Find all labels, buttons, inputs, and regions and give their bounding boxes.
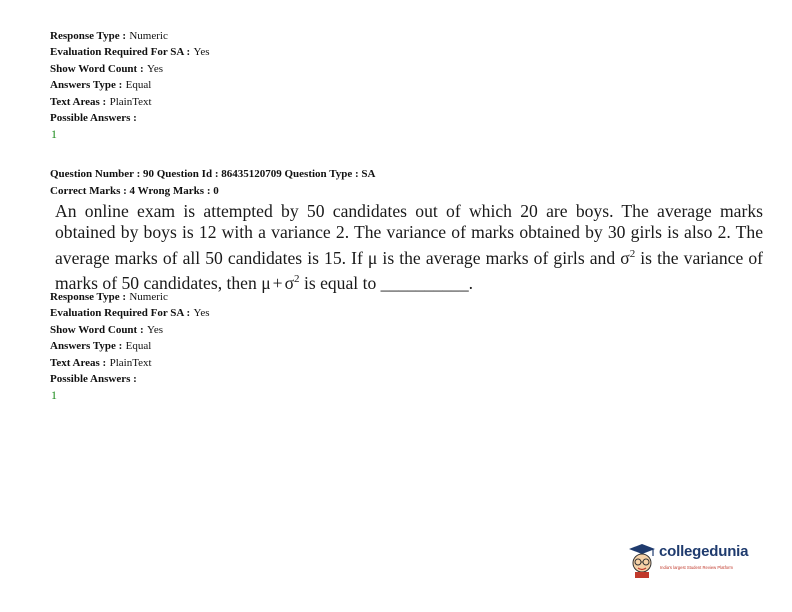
meta-label: Answers Type :: [50, 340, 123, 353]
meta-value: Equal: [125, 79, 152, 92]
superscript: 2: [629, 247, 636, 260]
meta-response-type: [50, 28, 762, 44]
sigma-symbol: σ: [620, 247, 630, 268]
marks-line: Correct Marks : 4 Wrong Marks : 0: [50, 184, 219, 197]
question-number-line: Question Number : 90 Question Id : 86435120709 Question Type : SA: [50, 168, 376, 180]
meta-response-type: [50, 289, 762, 305]
meta-possible-answers: [50, 110, 762, 126]
question-text: [55, 201, 763, 294]
answer-blank: __________: [380, 272, 469, 293]
possible-answer-value: 1: [51, 127, 57, 142]
meta-label: Show Word Count :: [50, 62, 144, 75]
superscript: 2: [294, 272, 300, 285]
meta-text-areas: [50, 355, 762, 371]
meta-label: Possible Answers :: [50, 111, 137, 124]
student-mascot-icon: [627, 543, 657, 579]
question-text-part: An online exam is attempted by 50 candidates out of which 20 are boys. The average marks obtained by boys is 12 with a variance 2. The variance of marks obtained by 30 girls is also 2. The average marks of all 50 candidates is 15. If: [55, 201, 763, 268]
sigma-symbol: σ: [284, 272, 295, 293]
plus-symbol: +: [272, 272, 283, 293]
meta-label: Text Areas :: [50, 95, 107, 108]
meta-label: Response Type :: [50, 30, 126, 42]
question-text-part: is the variance of marks of 50 candidates, then: [55, 247, 763, 293]
meta-label: Show Word Count :: [50, 323, 144, 336]
question-header: [50, 166, 762, 199]
question-text-part: is the average marks of girls and: [377, 247, 621, 268]
meta-label: Text Areas :: [50, 356, 107, 369]
meta-value: Numeric: [129, 30, 168, 42]
meta-value: Yes: [193, 46, 210, 59]
meta-answers-type: [50, 338, 762, 354]
answer-meta-block-2: [50, 289, 762, 403]
collegedunia-logo: [627, 543, 762, 579]
meta-value: Yes: [146, 323, 163, 336]
brand-tagline: India's largest Student Review Platform: [660, 565, 733, 570]
meta-answers-type: [50, 77, 762, 93]
meta-evaluation-required: [50, 305, 762, 321]
meta-value: Yes: [193, 307, 210, 320]
brand-name: collegedunia: [659, 543, 749, 560]
meta-label: Response Type :: [50, 291, 126, 303]
mu-symbol: μ: [261, 272, 271, 293]
possible-answer-value: 1: [51, 388, 57, 403]
mu-symbol: μ: [367, 247, 378, 268]
meta-value: Numeric: [129, 291, 168, 303]
meta-show-word-count: [50, 61, 762, 77]
meta-label: Evaluation Required For SA :: [50, 46, 191, 59]
meta-possible-answers: [50, 371, 762, 387]
meta-value: PlainText: [109, 356, 152, 369]
meta-label: Evaluation Required For SA :: [50, 307, 191, 320]
meta-value: Yes: [146, 62, 163, 75]
meta-label: Possible Answers :: [50, 372, 137, 385]
question-text-part: is equal to: [299, 272, 381, 293]
meta-value: Equal: [125, 340, 152, 353]
meta-show-word-count: [50, 322, 762, 338]
meta-evaluation-required: [50, 44, 762, 60]
meta-value: PlainText: [109, 95, 152, 108]
answer-meta-block-1: [50, 28, 762, 142]
meta-label: Answers Type :: [50, 79, 123, 92]
meta-text-areas: [50, 94, 762, 110]
question-end: .: [468, 272, 474, 293]
